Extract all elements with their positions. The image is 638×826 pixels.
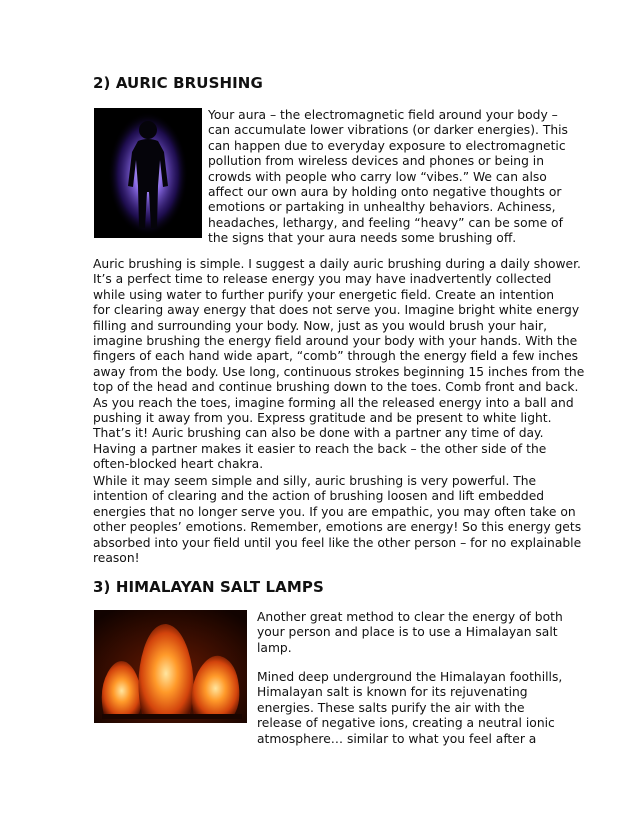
text-line: As you reach the toes, imagine forming all the released energy into a ball and — [93, 395, 574, 410]
text-line: the signs that your aura needs some brushing off. — [208, 231, 517, 246]
text-line: Another great method to clear the energy of both — [257, 610, 563, 624]
text-line: while using water to further purify your energetic field. Create an intention — [93, 287, 555, 302]
text-line: absorbed into your field until you feel like the other person – for no explainable — [93, 535, 582, 550]
text-line: away from the body. Use long, continuous strokes beginning 15 inches from the — [93, 364, 585, 379]
text-line: pushing it away from you. Express gratitude and be present to white light. — [93, 411, 552, 426]
text-line: pollution from wireless devices and phones or being in — [208, 154, 545, 169]
section-title-auric-brushing: 2) AURIC BRUSHING — [93, 74, 263, 92]
text-line: energies. These salts purify the air with the — [257, 700, 525, 715]
text-line: other peoples’ emotions. Remember, emotions are energy! So this energy gets — [93, 520, 582, 535]
text-line: top of the head and continue brushing down to the toes. Comb front and back. — [93, 380, 579, 395]
text-line: While it may seem simple and silly, auric brushing is very powerful. The — [93, 474, 537, 488]
text-line: energies that no longer serve you. If you are empathic, you may often take on — [93, 504, 576, 519]
salt-paragraph — [257, 670, 562, 747]
text-line: That’s it! Auric brushing can also be done with a partner any time of day. — [93, 426, 544, 441]
text-line: can happen due to everyday exposure to electromagnetic — [208, 138, 566, 153]
text-line: Himalayan salt is known for its rejuvenating — [257, 685, 528, 700]
auric-paragraph-2 — [93, 474, 581, 566]
text-line: often-blocked heart chakra. — [93, 457, 264, 472]
text-line: fingers of each hand wide apart, “comb” through the energy field a few inches — [93, 349, 579, 364]
text-line: atmosphere… similar to what you feel after a — [257, 731, 537, 746]
text-line: your person and place is to use a Himalayan salt — [257, 625, 558, 640]
text-line: It’s a perfect time to release energy you may have inadvertently collected — [93, 272, 552, 287]
salt-intro-text — [257, 610, 563, 656]
text-line: imagine brushing the energy field around your body with your hands. With the — [93, 334, 578, 349]
text-line: Auric brushing is simple. I suggest a daily auric brushing during a daily shower. — [93, 257, 581, 271]
text-line: headaches, lethargy, and feeling “heavy” can be some of — [208, 215, 563, 230]
text-line: for clearing away energy that does not serve you. Imagine bright white energy — [93, 303, 580, 318]
section-title-salt-lamps: 3) HIMALAYAN SALT LAMPS — [93, 578, 324, 596]
text-line: emotions or partaking in unhealthy behaviors. Achiness, — [208, 200, 556, 215]
text-line: release of negative ions, creating a neutral ionic — [257, 716, 555, 731]
aura-silhouette-image — [94, 108, 202, 238]
text-line: reason! — [93, 551, 140, 566]
text-line: can accumulate lower vibrations (or darker energies). This — [208, 123, 568, 138]
text-line: intention of clearing and the action of brushing loosen and lift embedded — [93, 489, 545, 504]
text-line: affect our own aura by holding onto negative thoughts or — [208, 185, 562, 200]
salt-lamps-image — [94, 610, 247, 723]
text-line: filling and surrounding your body. Now, just as you would brush your hair, — [93, 318, 548, 333]
auric-intro-text — [208, 108, 568, 247]
text-line: Mined deep underground the Himalayan foothills, — [257, 670, 563, 684]
text-line: crowds with people who carry low “vibes.” We can also — [208, 169, 547, 184]
text-line: lamp. — [257, 640, 292, 655]
text-line: Having a partner makes it easier to reach the back – the other side of the — [93, 441, 547, 456]
text-line: Your aura – the electromagnetic field around your body – — [208, 108, 558, 122]
auric-paragraph-1 — [93, 257, 584, 473]
